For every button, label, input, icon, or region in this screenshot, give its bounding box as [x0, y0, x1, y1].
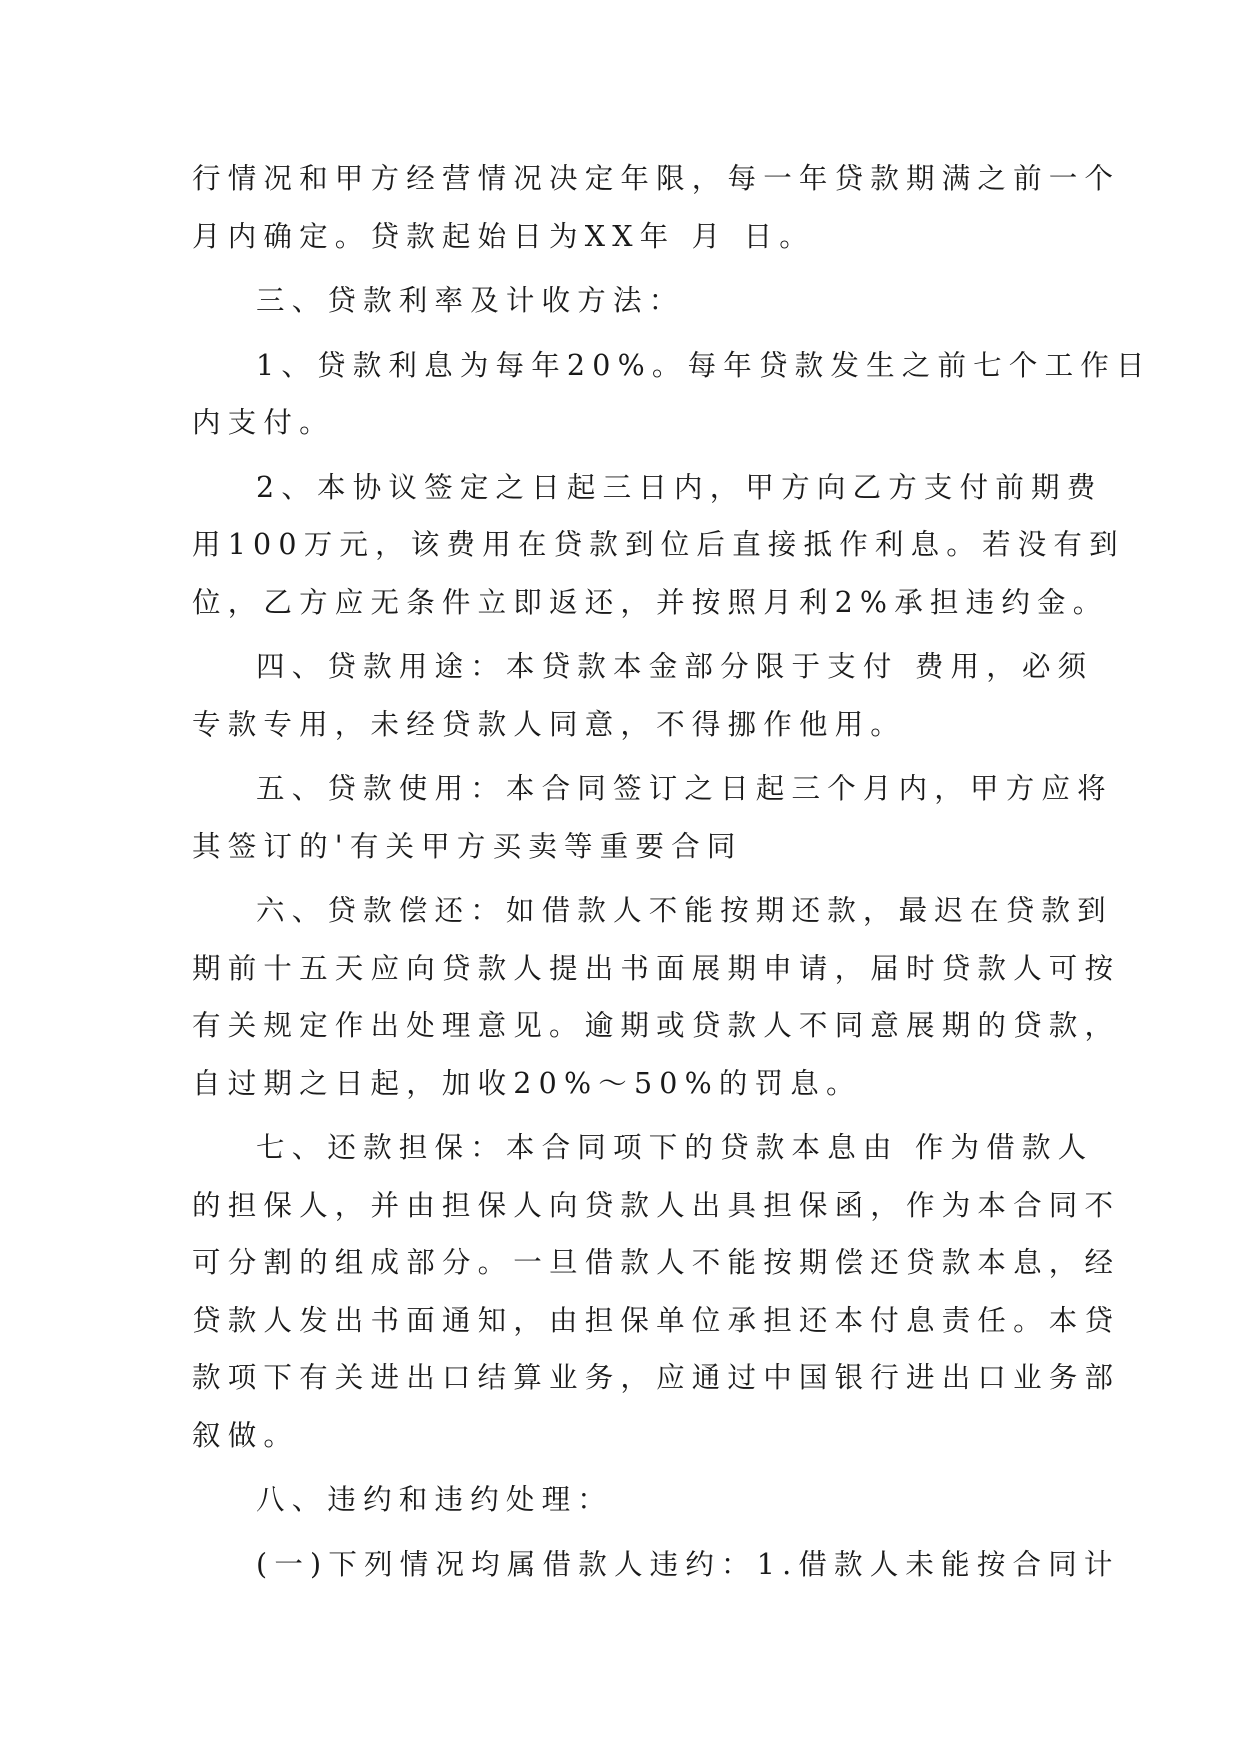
paragraph-spacing: [192, 1529, 1048, 1536]
paragraph-line: 用100万元，该费用在贷款到位后直接抵作利息。若没有到: [192, 528, 1125, 561]
paragraph-spacing: [192, 875, 1048, 882]
document-paragraph: [192, 337, 1152, 452]
paragraph-line: 款项下有关进出口结算业务，应通过中国银行进出口业务部: [192, 1361, 1121, 1394]
document-paragraph: [192, 272, 1048, 330]
paragraph-line: 自过期之日起，加收20%～50%的罚息。: [192, 1066, 862, 1100]
document-paragraph: [192, 882, 1121, 1112]
paragraph-line: (一)下列情况均属借款人违约：1.借款人未能按合同计: [256, 1547, 1120, 1581]
paragraph-line: 可分割的组成部分。一旦借款人不能按期偿还贷款本息，经: [192, 1246, 1121, 1279]
document-paragraph: [192, 150, 1121, 265]
paragraph-line: 五、贷款使用：本合同签订之日起三个月内，甲方应将: [256, 772, 1113, 805]
paragraph-line: 叙做。: [192, 1418, 300, 1452]
paragraph-line: 月内确定。贷款起始日为XX年 月 日。: [192, 219, 815, 253]
paragraph-spacing: [192, 753, 1048, 760]
paragraph-line: 六、贷款偿还：如借款人不能按期还款，最迟在贷款到: [256, 894, 1113, 927]
document-paragraph: [192, 459, 1125, 632]
paragraph-line: 期前十五天应向贷款人提出书面展期申请，届时贷款人可按: [192, 951, 1121, 985]
paragraph-line: 有关规定作出处理意见。逾期或贷款人不同意展期的贷款，: [192, 1009, 1121, 1042]
paragraph-line: 内支付。: [192, 406, 335, 439]
document-paragraph: [192, 760, 1113, 875]
paragraph-line: 贷款人发出书面通知，由担保单位承担还本付息责任。本贷: [192, 1303, 1121, 1337]
paragraph-line: 专款专用，未经贷款人同意，不得挪作他用。: [192, 707, 907, 741]
paragraph-line: 三、贷款利率及计收方法：: [256, 284, 685, 317]
document-paragraph: [192, 1119, 1121, 1464]
paragraph-line: 的担保人，并由担保人向贷款人出具担保函，作为本合同不: [192, 1188, 1121, 1222]
paragraph-line: 七、还款担保：本合同项下的贷款本息由 作为借款人: [256, 1131, 1094, 1164]
document-body: [192, 150, 1152, 1593]
paragraph-spacing: [192, 1112, 1048, 1119]
paragraph-spacing: [192, 1464, 1048, 1471]
paragraph-line: 行情况和甲方经营情况决定年限，每一年贷款期满之前一个: [192, 162, 1121, 195]
paragraph-line: 2、本协议签定之日起三日内，甲方向乙方支付前期费: [256, 470, 1103, 504]
paragraph-line: 位，乙方应无条件立即返还，并按照月利2%承担违约金。: [192, 585, 1109, 619]
paragraph-line: 其签订的'有关甲方买卖等重要合同: [192, 829, 743, 863]
document-paragraph: [192, 1471, 1048, 1529]
paragraph-spacing: [192, 452, 1048, 459]
document-paragraph: [192, 1536, 1120, 1594]
paragraph-spacing: [192, 330, 1048, 337]
paragraph-spacing: [192, 265, 1048, 272]
document-paragraph: [192, 638, 1094, 753]
paragraph-line: 四、贷款用途：本贷款本金部分限于支付 费用，必须: [256, 650, 1094, 683]
paragraph-line: 1、贷款利息为每年20%。每年贷款发生之前七个工作日: [256, 348, 1152, 382]
paragraph-line: 八、违约和违约处理：: [256, 1483, 614, 1516]
paragraph-spacing: [192, 631, 1048, 638]
